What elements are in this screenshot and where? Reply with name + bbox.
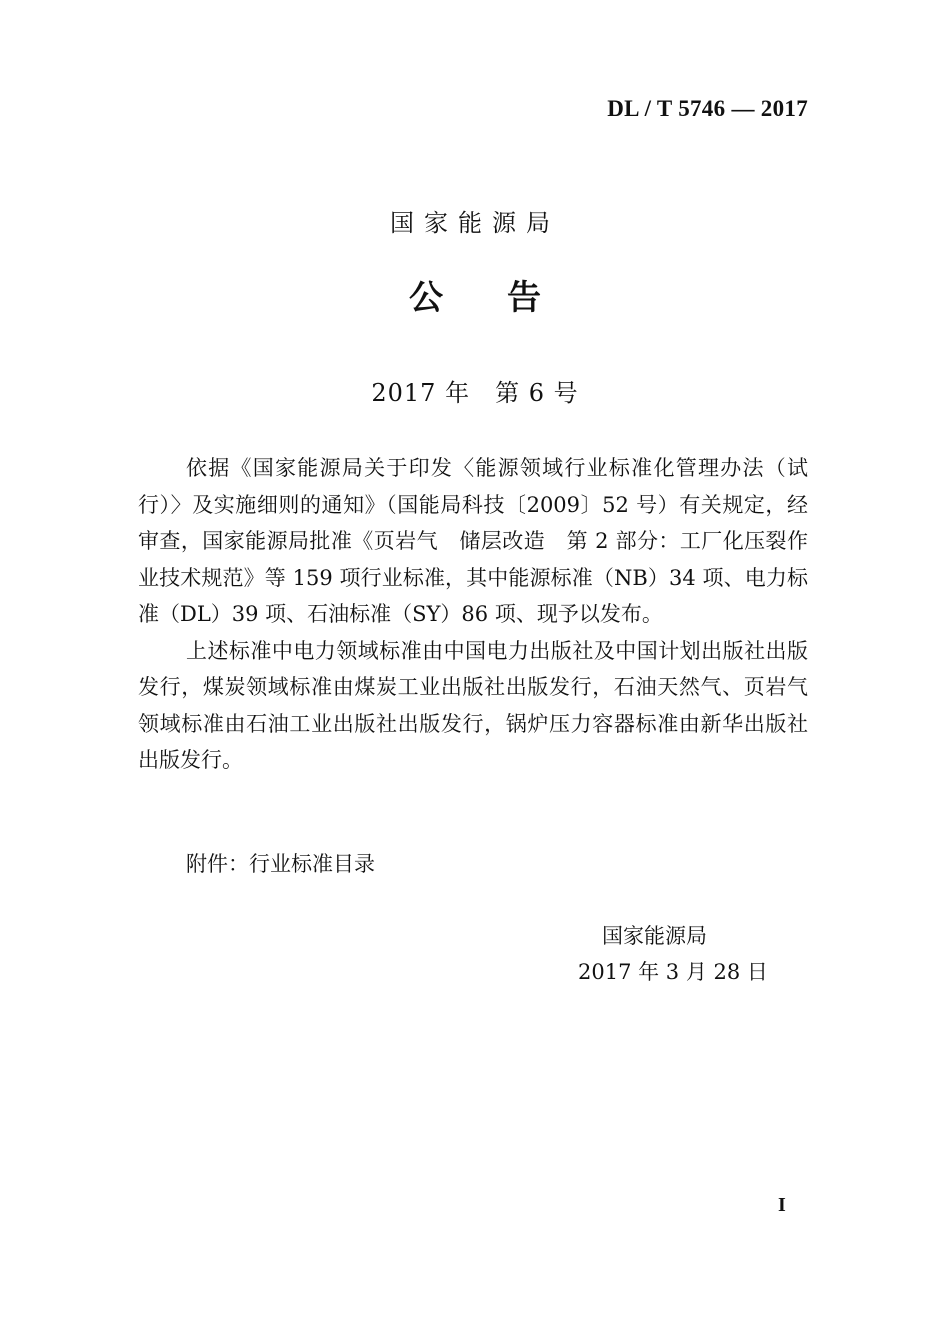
announcement-body	[138, 450, 808, 779]
standard-code: DL / T 5746 — 2017	[607, 96, 808, 121]
announcement-title: 公告	[409, 278, 605, 318]
attachment-note: 附件：行业标准目录	[186, 852, 375, 876]
body-paragraph-1: 依据《国家能源局关于印发〈能源领域行业标准化管理办法（试行）〉及实施细则的通知》（国能局科技〔2009〕52 号）有关规定，经审查，国家能源局批准《页岩气 储层改造 第 2 部分：工厂化压裂作业技术规范》等 159 项行业标准，其中能源标准（NB）34 项、电力标准（DL）39 项、石油标准（SY）86 项、现予以发布。	[138, 456, 808, 626]
signature-organization: 国家能源局	[602, 924, 707, 948]
body-paragraph-2: 上述标准中电力领域标准由中国电力出版社及中国计划出版社出版发行，煤炭领域标准由煤炭工业出版社出版发行，石油天然气、页岩气领域标准由石油工业出版社出版发行，锅炉压力容器标准由新华出版社出版发行。	[138, 638, 808, 772]
issuer-name: 国家能源局	[390, 209, 560, 237]
announcement-number: 2017 年 第 6 号	[371, 379, 579, 407]
signature-date: 2017 年 3 月 28 日	[578, 960, 768, 984]
page-number: I	[778, 1194, 786, 1216]
